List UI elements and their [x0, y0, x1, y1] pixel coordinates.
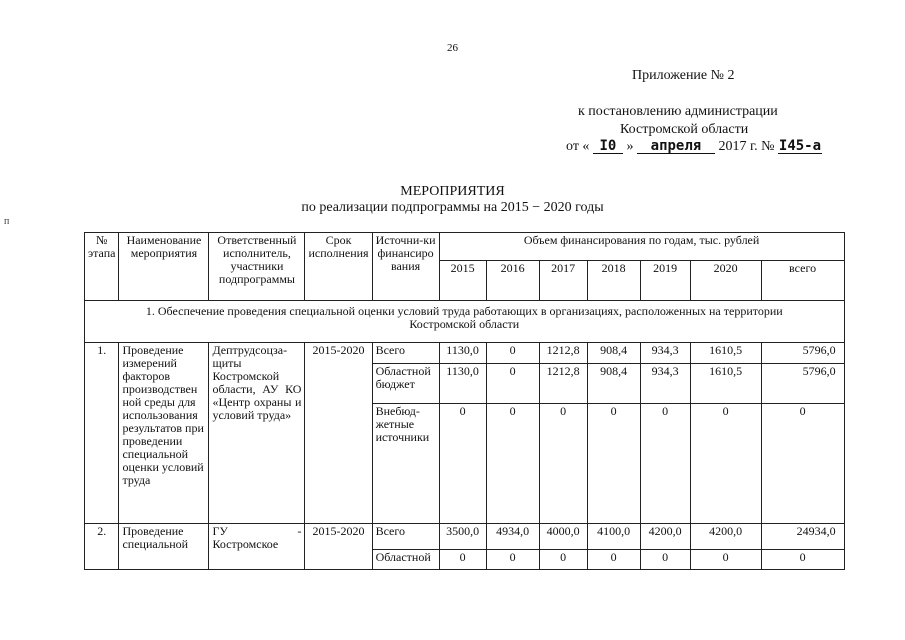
header-term: Срок исполнения — [305, 233, 372, 301]
measures-table — [84, 232, 845, 570]
date-line — [566, 139, 822, 155]
table-cell: 0 — [587, 404, 640, 524]
item1-source-0: Всего — [372, 343, 439, 364]
item2-num: 2. — [85, 524, 119, 570]
table-cell: 1130,0 — [439, 343, 486, 364]
table-cell: 0 — [439, 404, 486, 524]
table-cell: 1130,0 — [439, 364, 486, 404]
table-cell: 0 — [640, 550, 690, 570]
table-cell: 908,4 — [587, 364, 640, 404]
document-title: МЕРОПРИЯТИЯ — [400, 184, 505, 199]
date-mid: » — [626, 139, 634, 154]
table-cell: 1610,5 — [690, 343, 761, 364]
header-year-2017: 2017 — [539, 261, 587, 301]
date-day: I0 — [593, 139, 623, 154]
item2-source-1: Областной — [372, 550, 439, 570]
item2-term: 2015-2020 — [305, 524, 372, 570]
header-year-2016: 2016 — [486, 261, 539, 301]
table-cell: 4100,0 — [587, 524, 640, 550]
table-cell: 0 — [486, 364, 539, 404]
document-subtitle: по реализации подпрограммы на 2015 − 2020 годы — [301, 200, 604, 215]
appendix-label: Приложение № 2 — [632, 68, 735, 83]
table-row — [85, 524, 845, 550]
item2-source-0: Всего — [372, 524, 439, 550]
table-cell: 1212,8 — [539, 343, 587, 364]
table-cell: 0 — [486, 550, 539, 570]
table-row — [85, 343, 845, 364]
date-prefix: от « — [566, 139, 590, 154]
resolution-line: к постановлению администрации — [578, 104, 778, 119]
section-title: 1. Обеспечение проведения специальной оценки условий труда работающих в организациях, расположенных на территории Костромской области — [85, 301, 845, 343]
table-cell: 908,4 — [587, 343, 640, 364]
table-cell: 5796,0 — [761, 364, 844, 404]
header-year-2020: 2020 — [690, 261, 761, 301]
item1-num: 1. — [85, 343, 119, 524]
table-cell: 0 — [539, 404, 587, 524]
table-cell: 0 — [690, 404, 761, 524]
margin-mark: п — [4, 216, 10, 227]
table-cell: 0 — [690, 550, 761, 570]
table-cell: 0 — [539, 550, 587, 570]
item1-source-2: Внебюд-жетные источники — [372, 404, 439, 524]
header-year-2018: 2018 — [587, 261, 640, 301]
table-cell: 0 — [439, 550, 486, 570]
header-responsible: Ответственный исполнитель, участники подпрограммы — [209, 233, 305, 301]
header-year-2015: 2015 — [439, 261, 486, 301]
table-cell: 4000,0 — [539, 524, 587, 550]
page-number: 26 — [447, 42, 458, 54]
table-cell: 4200,0 — [690, 524, 761, 550]
table-cell: 3500,0 — [439, 524, 486, 550]
table-cell: 1212,8 — [539, 364, 587, 404]
decree-number: I45-а — [778, 138, 822, 154]
date-month: апреля — [637, 139, 715, 154]
header-name: Наименование мероприятия — [119, 233, 209, 301]
header-funding: Объем финансирования по годам, тыс. рублей — [439, 233, 844, 261]
date-year: 2017 г. № — [718, 139, 775, 154]
item2-name: Проведение специальной — [119, 524, 209, 570]
table-cell: 1610,5 — [690, 364, 761, 404]
table-cell: 0 — [486, 343, 539, 364]
header-total: всего — [761, 261, 844, 301]
table-cell: 934,3 — [640, 343, 690, 364]
header-source: Источни-ки финансиро вания — [372, 233, 439, 301]
header-num: № этапа — [85, 233, 119, 301]
table-cell: 0 — [486, 404, 539, 524]
region-line: Костромской области — [620, 122, 749, 137]
table-cell: 0 — [761, 404, 844, 524]
table-cell: 5796,0 — [761, 343, 844, 364]
header-year-2019: 2019 — [640, 261, 690, 301]
table-cell: 0 — [761, 550, 844, 570]
table-cell: 4934,0 — [486, 524, 539, 550]
table-cell: 934,3 — [640, 364, 690, 404]
item2-responsible: ГУ - Костромское — [209, 524, 305, 570]
table-cell: 0 — [640, 404, 690, 524]
item1-term: 2015-2020 — [305, 343, 372, 524]
item1-source-1: Областной бюджет — [372, 364, 439, 404]
table-cell: 24934,0 — [761, 524, 844, 550]
item1-responsible: Дептрудсоцза-щиты Костромской области, АУ КО «Центр охраны и условий труда» — [209, 343, 305, 524]
table-cell: 0 — [587, 550, 640, 570]
item1-name: Проведение измерений факторов производствен ной среды для использования результатов при проведении специальной оценки условий труда — [119, 343, 209, 524]
table-cell: 4200,0 — [640, 524, 690, 550]
